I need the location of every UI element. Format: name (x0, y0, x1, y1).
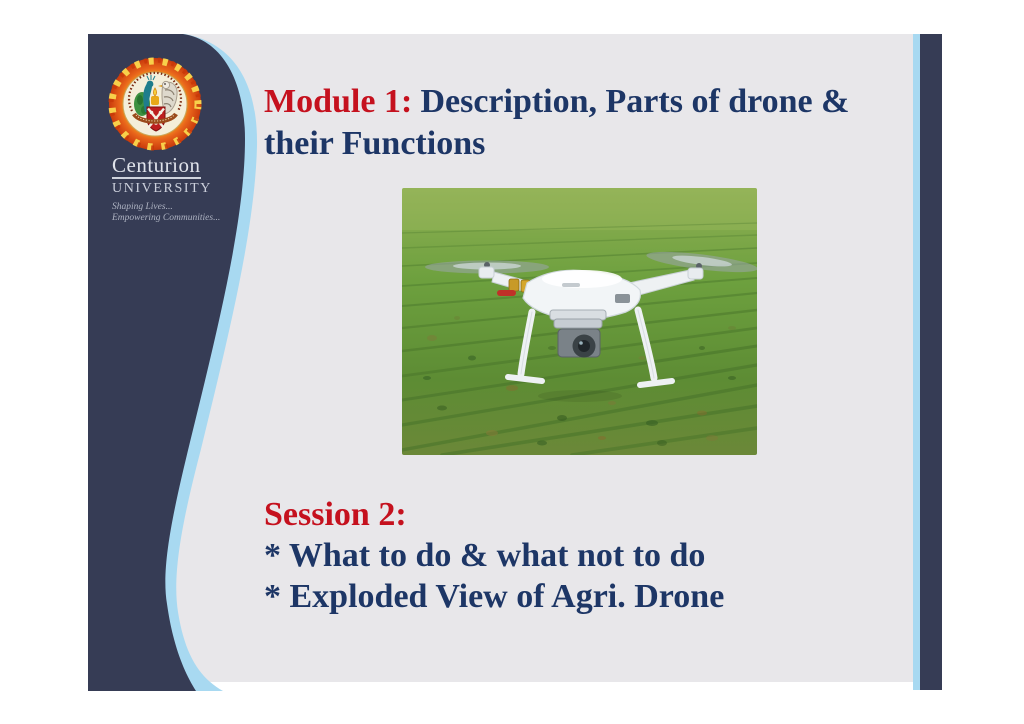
session-item-1: * What to do & what not to do (264, 537, 706, 574)
session-block (264, 494, 724, 617)
title-line1-text: Description, Parts of drone & (420, 83, 850, 120)
centurion-university-emblem-icon (107, 56, 203, 152)
university-logo (112, 155, 262, 225)
logo-subname: UNIVERSITY (112, 181, 212, 196)
logo-tagline-1: Shaping Lives... (112, 202, 173, 212)
drone-field-image (402, 188, 757, 455)
logo-name: Centurion (112, 153, 201, 177)
logo-tagline-2: Empowering Communities... (112, 213, 221, 224)
title-module-label: Module 1: (264, 83, 413, 120)
right-accent-line (913, 34, 920, 690)
drone-camera-gimbal (550, 310, 606, 358)
session-heading: Session 2: (264, 496, 407, 533)
slide-title (264, 81, 904, 165)
session-item-2: * Exploded View of Agri. Drone (264, 578, 725, 615)
title-line-1 (264, 81, 904, 123)
title-line-2: their Functions (264, 125, 486, 162)
right-accent-bar (920, 34, 942, 690)
